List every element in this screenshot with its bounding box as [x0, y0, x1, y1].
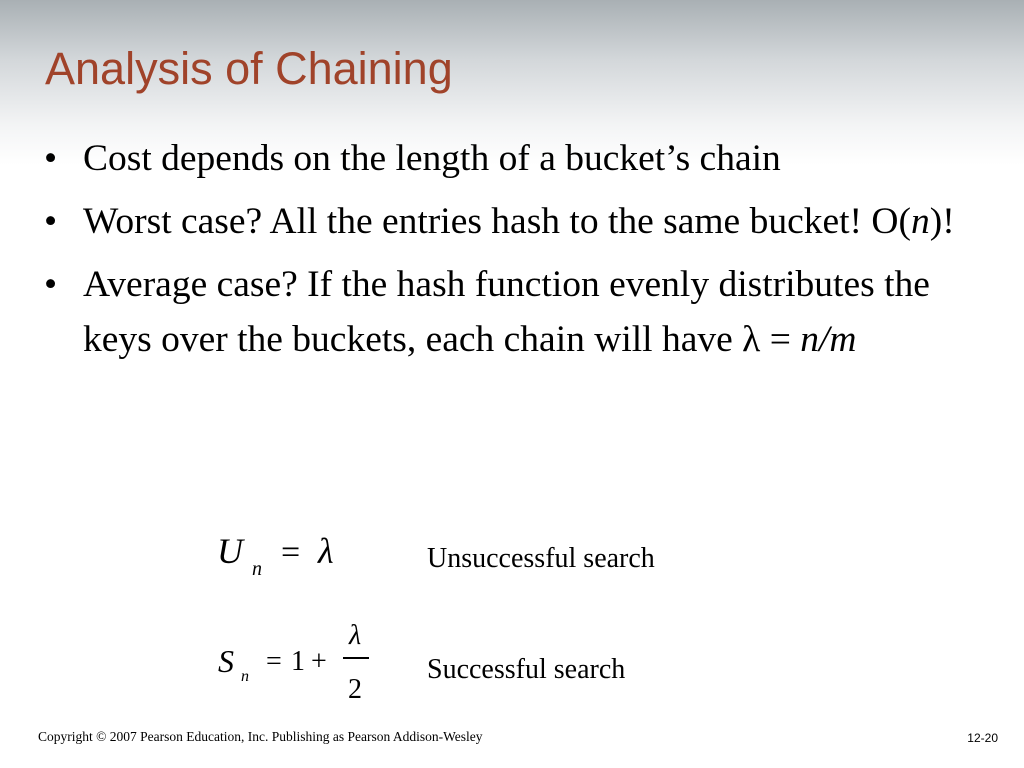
bullet-item-cost — [44, 131, 984, 186]
bullet-text: Average case? If the hash function evenly distributes the keys over the buckets, each chain will have — [83, 264, 930, 360]
bullet-italic-n: n — [910, 201, 930, 242]
formula-s-equals: = — [266, 646, 282, 677]
formula-s-plus: + — [311, 646, 327, 677]
formula-s-denominator: 2 — [348, 674, 362, 705]
formula-s-numerator: λ — [349, 620, 362, 651]
lambda-symbol: λ — [742, 319, 761, 360]
fraction-bar — [343, 657, 369, 659]
formula-s-subscript: n — [241, 668, 249, 685]
bullet-icon — [44, 131, 74, 186]
slide-title: Analysis of Chaining — [45, 43, 453, 94]
bullet-italic-ratio: n/m — [800, 319, 857, 360]
bullet-text-end: )! — [929, 201, 955, 242]
formula-label-unsuccessful: Unsuccessful search — [427, 543, 655, 574]
equals-sign: = — [760, 319, 801, 360]
bullet-item-average-case — [44, 257, 984, 367]
footer-copyright: Copyright © 2007 Pearson Education, Inc. Publishing as Pearson Addison-Wesley — [38, 729, 483, 744]
formula-label-successful: Successful search — [427, 654, 626, 685]
bullet-icon — [44, 257, 74, 312]
formula-s-one: 1 — [291, 646, 305, 677]
bullet-text: Cost depends on the length of a bucket’s chain — [83, 138, 781, 179]
bullet-item-worst-case — [44, 194, 984, 249]
formula-u-symbol: U — [217, 531, 243, 571]
formula-u-subscript: n — [252, 558, 262, 580]
formula-u-equals: = — [281, 534, 301, 571]
bullet-list — [44, 131, 984, 375]
formula-u-lambda: λ — [318, 531, 334, 571]
bullet-icon — [44, 194, 74, 249]
footer-page-number: 12-20 — [967, 731, 998, 745]
bullet-text: Worst case? All the entries hash to the same bucket! O( — [83, 201, 911, 242]
formula-s-symbol: S — [218, 643, 234, 679]
